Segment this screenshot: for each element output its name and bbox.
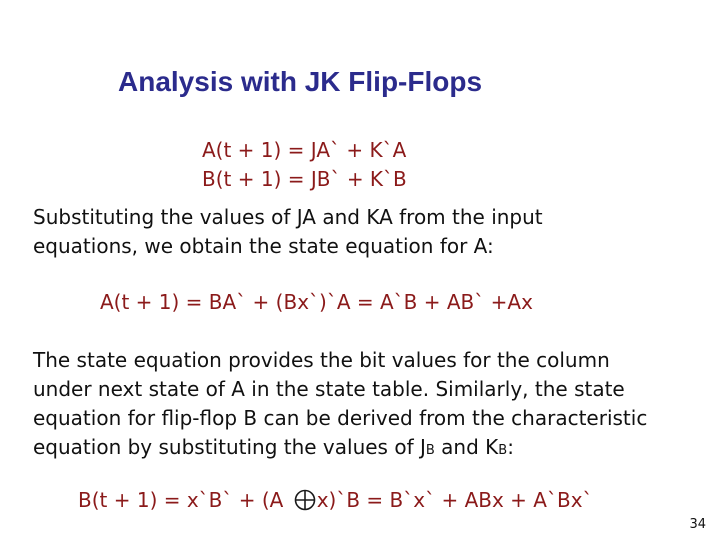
equation-b-next-state: B(t + 1) = JB` + K`B bbox=[202, 167, 407, 191]
paragraph-line bbox=[33, 433, 647, 465]
paragraph-line: under next state of A in the state table. Similarly, the state bbox=[33, 377, 625, 401]
text-run: equation by substituting the values of J bbox=[33, 435, 426, 459]
paragraph-line: equation for flip-flop B can be derived from the characteristic bbox=[33, 406, 648, 430]
subscript-b: B bbox=[498, 443, 508, 458]
paragraph-line: Substituting the values of JA and KA from the input bbox=[33, 205, 543, 229]
paragraph-line: equations, we obtain the state equation for A: bbox=[33, 234, 494, 258]
equation-a-next-state: A(t + 1) = JA` + K`A bbox=[202, 138, 407, 162]
circled-plus-icon bbox=[294, 489, 316, 511]
page-number: 34 bbox=[689, 517, 706, 532]
subscript-b: B bbox=[425, 443, 435, 458]
equation-b-state bbox=[78, 488, 593, 512]
text-run: : bbox=[507, 435, 514, 459]
paragraph-line: The state equation provides the bit values for the column bbox=[33, 348, 610, 372]
slide-title: Analysis with JK Flip-Flops bbox=[118, 66, 483, 97]
equation-a-state: A(t + 1) = BA` + (Bx`)`A = A`B + AB` +Ax bbox=[100, 290, 533, 314]
text-run: and K bbox=[434, 435, 499, 459]
paragraph-substitution bbox=[33, 203, 543, 261]
paragraph-state-equation bbox=[33, 346, 647, 465]
text-run: B(t + 1) = x`B` + (A bbox=[78, 488, 290, 512]
text-run: x)`B = B`x` + ABx + A`Bx` bbox=[316, 488, 593, 512]
